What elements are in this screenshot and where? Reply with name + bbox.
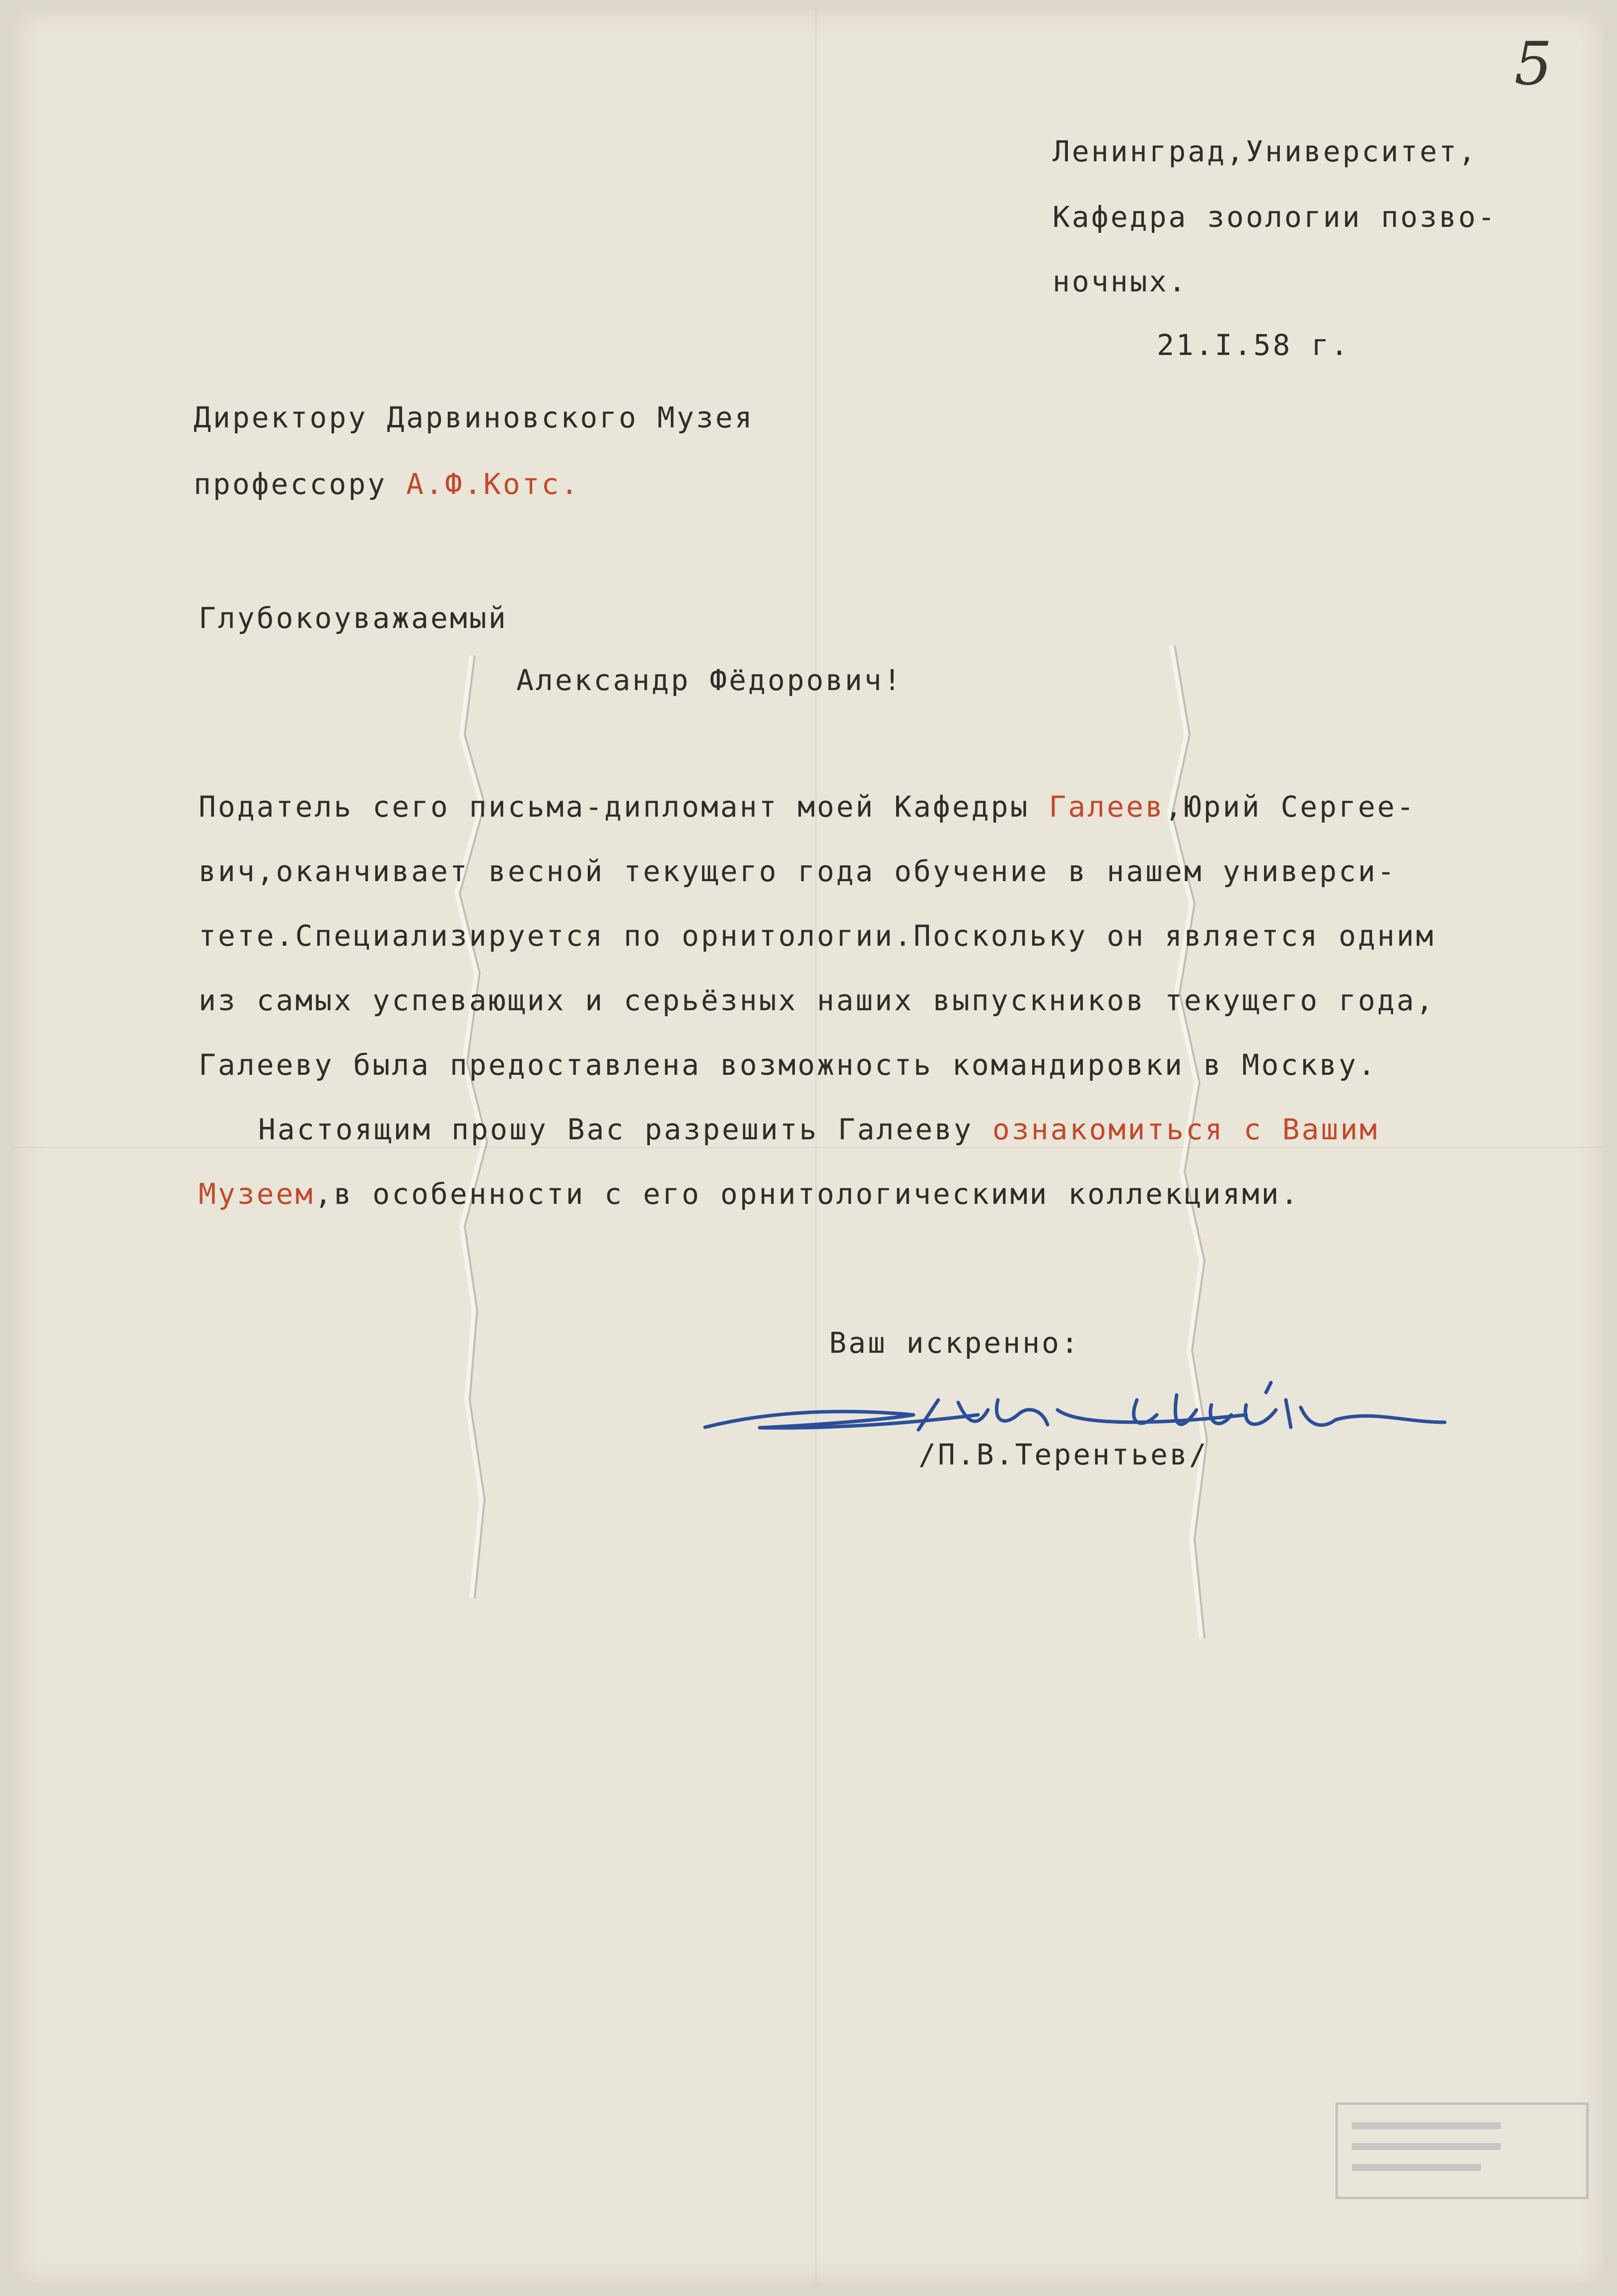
body-line-1-end: ,Юрий Сергее- bbox=[1164, 790, 1416, 824]
sender-address-line-3: ночных. bbox=[1053, 265, 1188, 298]
closing-text: Ваш искренно: bbox=[829, 1326, 1080, 1360]
body-line-7-end: ,в особенности с его орнитологическими коллекциями. bbox=[314, 1177, 1300, 1211]
archive-stamp-icon bbox=[1336, 2102, 1589, 2199]
body-line-6 bbox=[258, 1112, 1379, 1147]
student-surname: Галеев bbox=[1049, 790, 1165, 824]
body-line-6-start: Настоящим прошу Вас разрешить Галееву bbox=[258, 1113, 992, 1146]
page-number: 5 bbox=[1514, 30, 1552, 99]
salutation-line-2: Александр Фёдорович! bbox=[516, 663, 903, 697]
body-line-7 bbox=[199, 1177, 1300, 1211]
recipient-title: профессору bbox=[194, 467, 407, 501]
recipient-line-1: Директору Дарвиновского Музея bbox=[194, 401, 754, 434]
signatory-name: /П.В.Терентьев/ bbox=[918, 1438, 1208, 1471]
sender-address-line-2: Кафедра зоологии позво- bbox=[1053, 200, 1497, 234]
body-line-2: вич,оканчивает весной текущего года обучение в нашем универси- bbox=[199, 854, 1397, 888]
letter-date: 21.I.58 г. bbox=[1157, 328, 1350, 362]
body-line-1-start: Податель сего письма-дипломант моей Кафедры bbox=[199, 790, 1049, 824]
recipient-name: А.Ф.Котс. bbox=[406, 467, 580, 501]
body-line-1 bbox=[199, 789, 1416, 824]
body-line-4: из самых успевающих и серьёзных наших выпускников текущего года, bbox=[199, 983, 1435, 1017]
body-line-3: тете.Специализируется по орнитологии.Поскольку он является одним bbox=[199, 919, 1435, 953]
body-line-5: Галееву была предоставлена возможность командировки в Москву. bbox=[199, 1048, 1378, 1082]
request-highlight: ознакомиться с Вашим bbox=[992, 1113, 1379, 1146]
sender-address-line-1: Ленинград,Университет, bbox=[1053, 135, 1478, 168]
salutation-line-1: Глубокоуважаемый bbox=[199, 601, 508, 635]
stamp-text-lines bbox=[1352, 2122, 1501, 2185]
fold-line-horizontal bbox=[15, 1147, 1604, 1148]
letter-sheet bbox=[15, 10, 1604, 2284]
museum-highlight: Музеем bbox=[199, 1177, 315, 1211]
recipient-line-2 bbox=[194, 467, 580, 501]
